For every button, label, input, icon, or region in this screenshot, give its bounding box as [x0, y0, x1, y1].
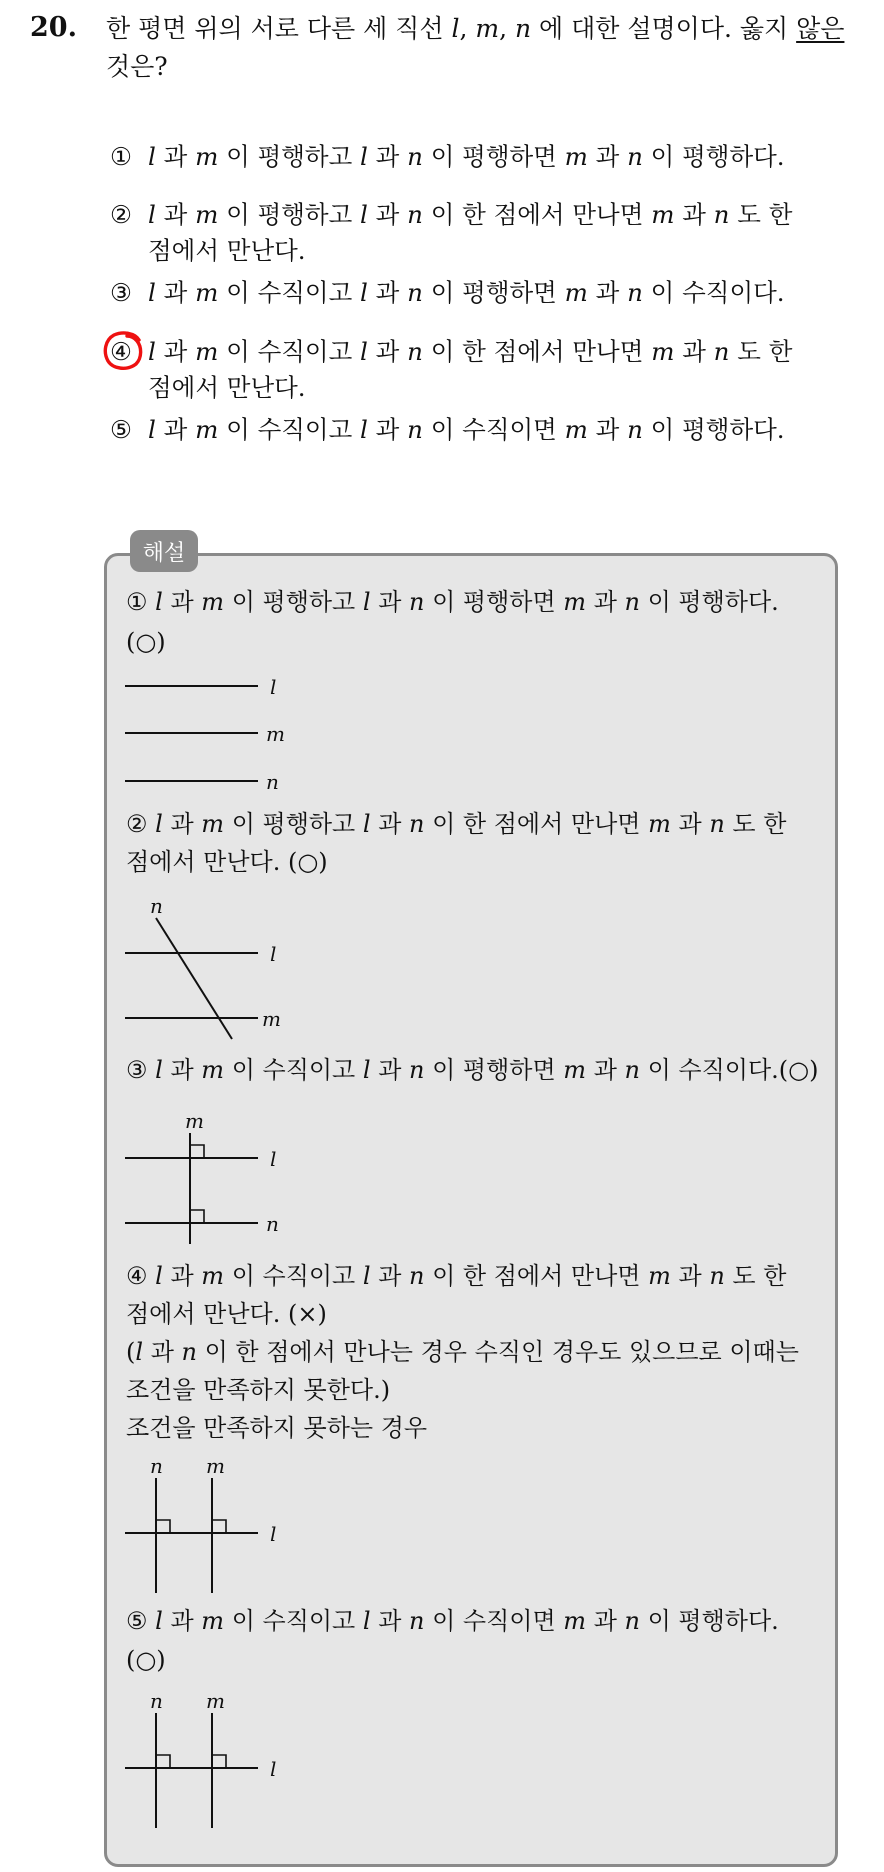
- label-m: m: [262, 1007, 281, 1031]
- line-n: [156, 918, 232, 1039]
- option-4[interactable]: ④ l 과 m 이 수직이고 l 과 n 이 한 점에서 만나면 m 과 n 도 한: [110, 337, 793, 366]
- right-angle-mark: [212, 1755, 226, 1768]
- figure-5-perpendicular-parallel: [120, 1690, 300, 1830]
- question-number: 20.: [30, 12, 77, 43]
- label-m: m: [185, 1109, 204, 1133]
- answer-circle-mark: [101, 330, 145, 372]
- option-5[interactable]: ⑤ l 과 m 이 수직이고 l 과 n 이 수직이면 m 과 n 이 평행하다.: [110, 415, 785, 444]
- right-angle-mark: [190, 1145, 204, 1158]
- right-angle-mark: [212, 1520, 226, 1533]
- option-3[interactable]: ③ l 과 m 이 수직이고 l 과 n 이 평행하면 m 과 n 이 수직이다.: [110, 278, 785, 307]
- label-m: m: [206, 1454, 225, 1478]
- right-angle-mark: [190, 1210, 204, 1223]
- figure-4-counterexample: [120, 1455, 300, 1595]
- label-l: l: [270, 942, 277, 966]
- label-m: m: [266, 722, 285, 746]
- option-4-cont: 점에서 만난다.: [148, 373, 306, 402]
- question-text-line2: 것은?: [106, 52, 168, 81]
- question-text-line1: 한 평면 위의 서로 다른 세 직선 l, m, n 에 대한 설명이다. 옳지 않은: [106, 14, 845, 43]
- option-1[interactable]: ① l 과 m 이 평행하고 l 과 n 이 평행하면 m 과 n 이 평행하다.: [110, 142, 785, 171]
- solution-4-line2: 점에서 만난다. (×): [126, 1300, 327, 1328]
- solution-4-line3: (l 과 n 이 한 점에서 만나는 경우 수직인 경우도 있으므로 이때는: [126, 1338, 799, 1366]
- label-l: l: [270, 1757, 277, 1781]
- solution-5-line1: ⑤ l 과 m 이 수직이고 l 과 n 이 수직이면 m 과 n 이 평행하다.: [126, 1607, 779, 1635]
- label-l: l: [270, 1522, 277, 1546]
- solution-2-line2: 점에서 만난다. (○): [126, 848, 328, 876]
- solution-tag: 해설: [130, 530, 198, 572]
- label-m: m: [206, 1689, 225, 1713]
- figure-2-transversal: [120, 895, 300, 1045]
- label-n: n: [266, 1212, 279, 1236]
- label-n: n: [150, 1689, 163, 1713]
- label-l: l: [270, 1147, 277, 1171]
- label-n: n: [150, 1454, 163, 1478]
- solution-4-line1: ④ l 과 m 이 수직이고 l 과 n 이 한 점에서 만나면 m 과 n 도 한: [126, 1262, 787, 1290]
- solution-1-line1: ① l 과 m 이 평행하고 l 과 n 이 평행하면 m 과 n 이 평행하다.: [126, 588, 779, 616]
- right-angle-mark: [156, 1520, 170, 1533]
- option-2[interactable]: ② l 과 m 이 평행하고 l 과 n 이 한 점에서 만나면 m 과 n 도 한: [110, 200, 793, 229]
- solution-3-line1: ③ l 과 m 이 수직이고 l 과 n 이 평행하면 m 과 n 이 수직이다.(○): [126, 1056, 819, 1084]
- underlined-word: 않은: [796, 14, 845, 43]
- label-l: l: [270, 675, 277, 699]
- solution-4-line4: 조건을 만족하지 못한다.): [126, 1376, 391, 1404]
- figure-1-parallel-lines: [120, 668, 300, 798]
- label-n: n: [150, 894, 163, 918]
- option-2-cont: 점에서 만난다.: [148, 236, 306, 265]
- solution-5-line2: (○): [126, 1646, 166, 1674]
- right-angle-mark: [156, 1755, 170, 1768]
- solution-2-line1: ② l 과 m 이 평행하고 l 과 n 이 한 점에서 만나면 m 과 n 도 한: [126, 810, 787, 838]
- figure-3-perpendicular: [120, 1110, 300, 1250]
- solution-1-line2: (○): [126, 628, 166, 656]
- label-n: n: [266, 770, 279, 794]
- solution-4-line5: 조건을 만족하지 못하는 경우: [126, 1414, 428, 1442]
